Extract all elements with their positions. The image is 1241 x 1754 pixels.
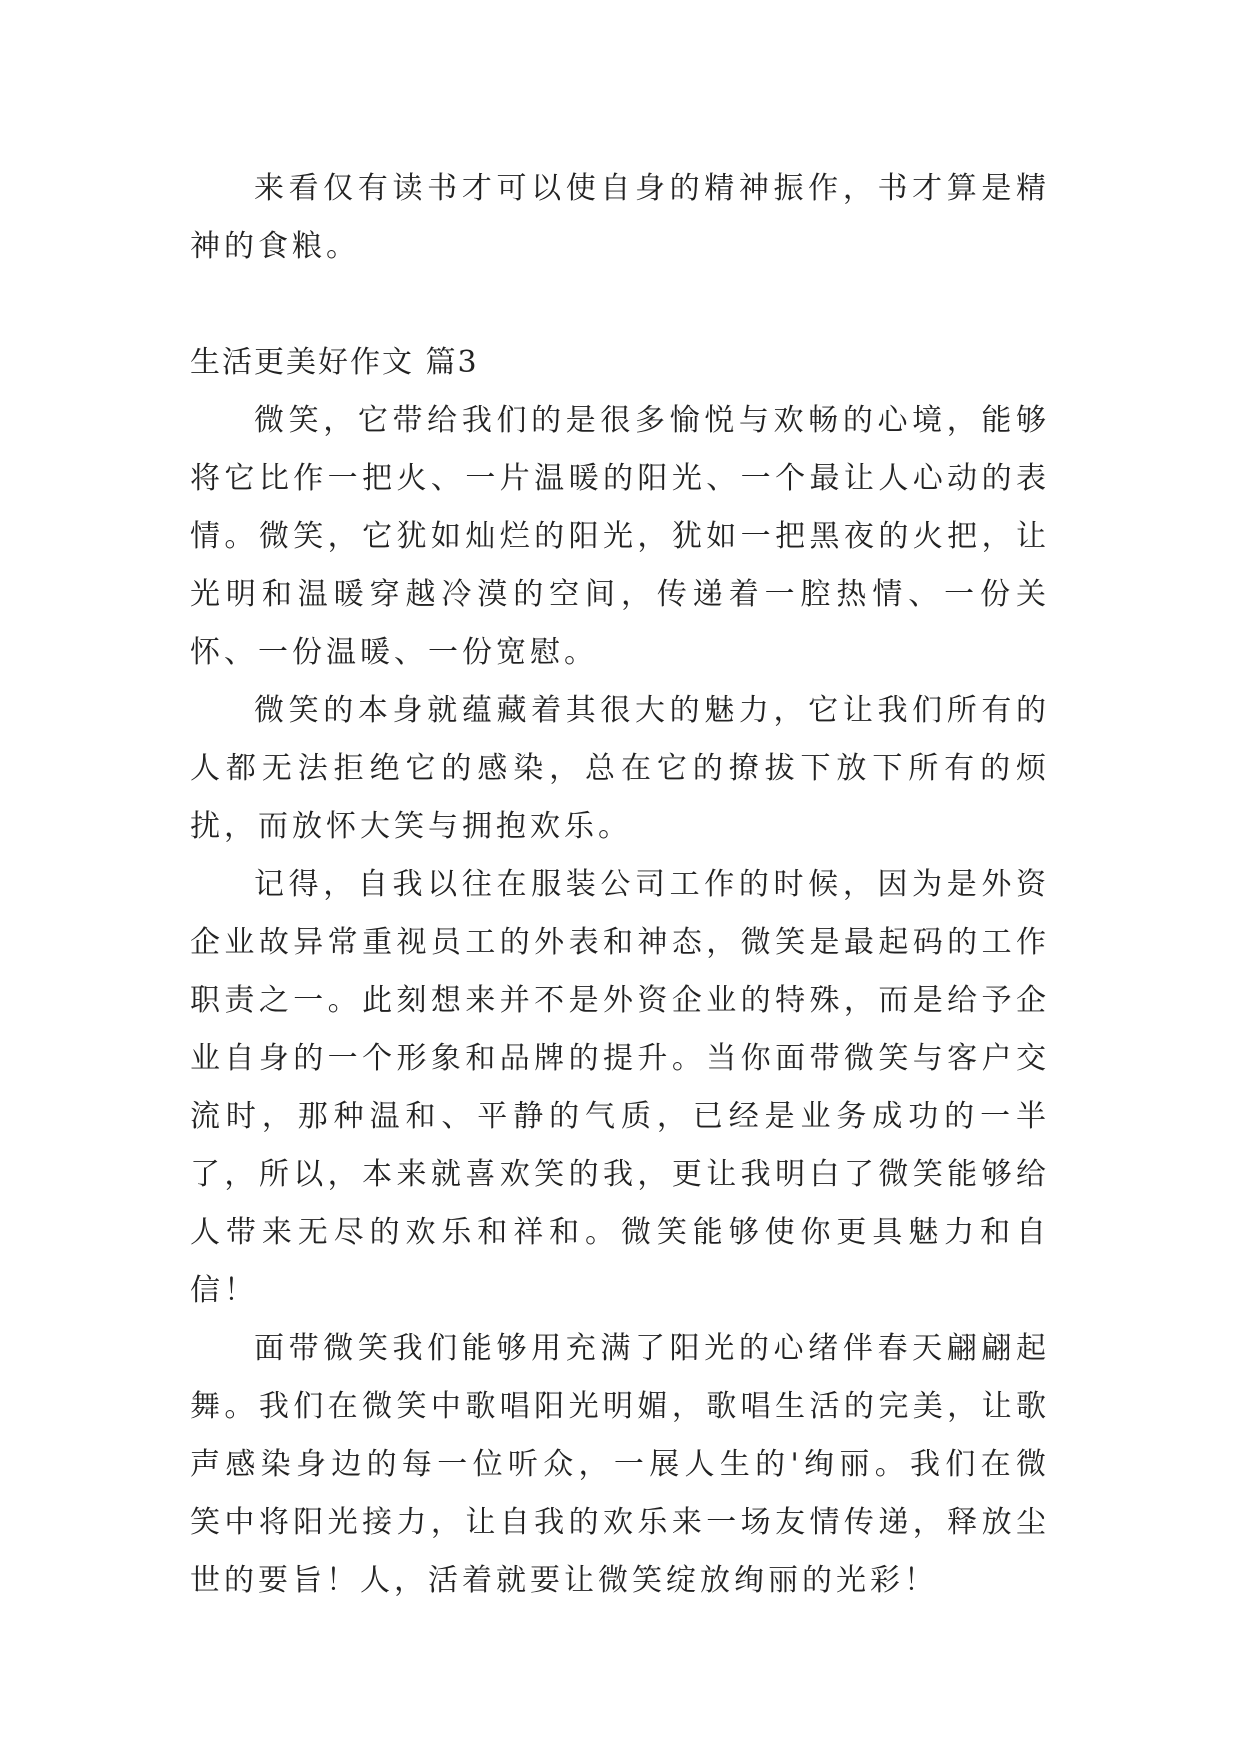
body-paragraph-4: 面带微笑我们能够用充满了阳光的心绪伴春天翩翩起舞。我们在微笑中歌唱阳光明媚，歌唱生活的完美，让歌声感染身边的每一位听众，一展人生的'绚丽。我们在微笑中将阳光接力，让自我的欢乐来一场友情传递，释放尘世的要旨！人，活着就要让微笑绽放绚丽的光彩！ <box>190 1331 1050 1598</box>
document-body <box>190 160 1050 1610</box>
intro-paragraph: 来看仅有读书才可以使自身的精神振作，书才算是精神的食粮。 <box>190 171 1050 264</box>
body-paragraph-1: 微笑，它带给我们的是很多愉悦与欢畅的心境，能够将它比作一把火、一片温暖的阳光、一个最让人心动的表情。微笑，它犹如灿烂的阳光，犹如一把黑夜的火把，让光明和温暖穿越冷漠的空间，传递着一腔热情、一份关怀、一份温暖、一份宽慰。 <box>190 403 1050 670</box>
section-heading: 生活更美好作文 篇3 <box>190 345 479 380</box>
body-paragraph-3: 记得，自我以往在服装公司工作的时候，因为是外资企业故异常重视员工的外表和神态，微笑是最起码的工作职责之一。此刻想来并不是外资企业的特殊，而是给予企业自身的一个形象和品牌的提升。当你面带微笑与客户交流时，那种温和、平静的气质，已经是业务成功的一半了，所以，本来就喜欢笑的我，更让我明白了微笑能够给人带来无尽的欢乐和祥和。微笑能够使你更具魅力和自信！ <box>190 867 1050 1308</box>
body-paragraph-2: 微笑的本身就蕴藏着其很大的魅力，它让我们所有的人都无法拒绝它的感染，总在它的撩拔下放下所有的烦扰，而放怀大笑与拥抱欢乐。 <box>190 693 1050 844</box>
